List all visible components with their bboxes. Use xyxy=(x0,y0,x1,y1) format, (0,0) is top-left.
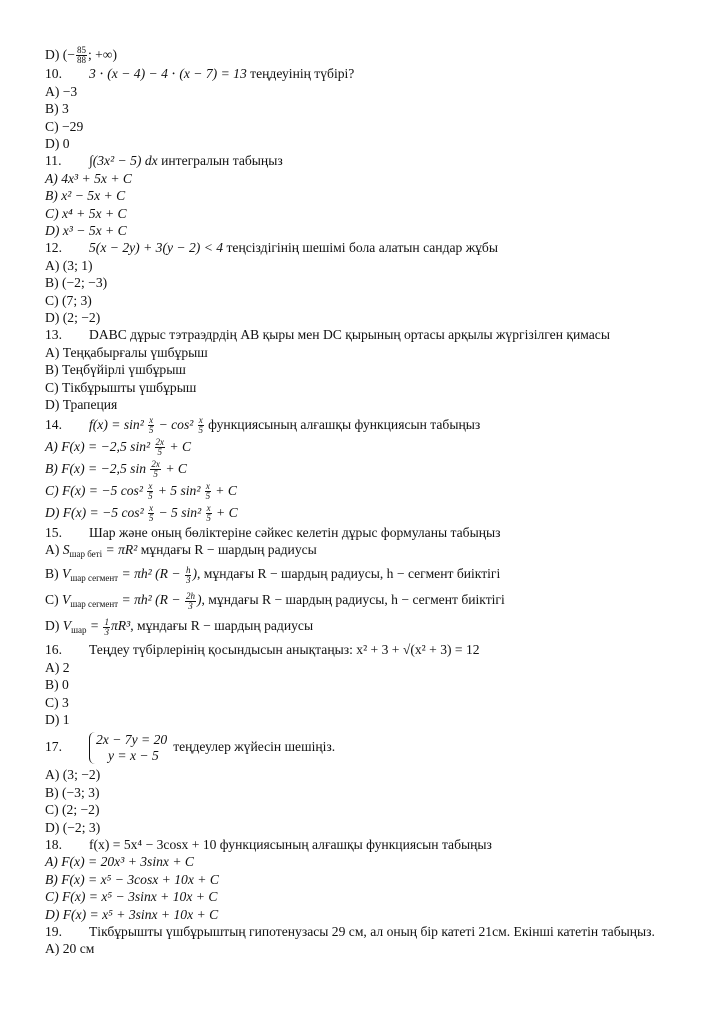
answer-c: C) 3 xyxy=(45,694,69,710)
answer-d: D) 1 xyxy=(45,711,70,727)
answer-a: A) 4x³ + 5x + C xyxy=(45,170,132,186)
answer-a: A) F(x) = −2,5 sin² $\frac{2x}{5}$ + C xyxy=(45,436,192,457)
question-12: 12. 5(x − 2y) + 3(y − 2) < 4 теңсіздігінің шешімі бола алатын сандар жұбы xyxy=(45,240,498,256)
answer-a: A) 20 см xyxy=(45,941,95,957)
question-15: 15. Шар және оның бөліктеріне сәйкес келетін дұрыс формуланы табыңыз xyxy=(45,524,501,540)
answer-b: B) x² − 5x + C xyxy=(45,188,126,204)
answer-b: B) $V_{шар сегмент} = \pi h^2$ (R − $\frac{h}{3}$ ), мұндағы R − шардың радиусы, h − сегмент биіктігі xyxy=(45,564,501,585)
answer-d: D) F(x) = x⁵ + 3sinx + 10x + C xyxy=(45,906,219,922)
answer-b: B) 3 xyxy=(45,101,69,117)
answer-b: B) 0 xyxy=(45,677,69,693)
answer-c: C) (7; 3) xyxy=(45,292,92,308)
question-11: 11. ∫(3x² − 5) dx интегралын табыңыз xyxy=(45,153,283,169)
question-16: 16. Теңдеу түбірлерінің қосындысын анықтаңыз: x² + 3 + √(x² + 3) = 12 xyxy=(45,642,480,658)
answer-b: B) (−3; 3) xyxy=(45,784,100,800)
answer-c: C) x⁴ + 5x + C xyxy=(45,205,127,221)
answer-b: B) F(x) = x⁵ − 3cosx + 10x + C xyxy=(45,871,219,887)
answer-a: A) (3; 1) xyxy=(45,257,93,273)
question-19: 19. Тікбұрышты үшбұрыштың гипотенузасы 29 см, ал оның бір катеті 21см. Екінші катетін табыңыз. xyxy=(45,924,655,939)
answer-b: B) (−2; −3) xyxy=(45,275,108,291)
question-17: 17. 2x − 7y = 20 y = x − 5 теңдеулер жүйесін шешіңіз. xyxy=(45,732,336,764)
answer-c: C) −29 xyxy=(45,118,84,134)
answer-c: C) Тікбұрышты үшбұрыш xyxy=(45,379,197,395)
question-13: 13. DABC дұрыс тэтраэдрдің AB қыры мен DC қырының ортасы арқылы жүргізілген қимасы xyxy=(45,327,610,343)
answer-d: D) Трапеция xyxy=(45,397,118,413)
question-14: 14. f(x) = sin² $\frac{x}{5}$ − cos² $\frac{x}{5}$ функциясының алғашқы функциясын табыңыз xyxy=(45,414,481,435)
answer-d: D) (−2; 3) xyxy=(45,819,101,835)
answer-c: C) F(x) = −5 cos² $\frac{x}{5}$ + 5 sin² $\frac{x}{5}$ + C xyxy=(45,480,237,501)
answer-d: D) (2; −2) xyxy=(45,310,101,326)
answer-d: D) 0 xyxy=(45,136,70,151)
answer-d: D) F(x) = −5 cos² $\frac{x}{5}$ − 5 sin² $\frac{x}{5}$ + C xyxy=(45,502,238,523)
question-10: 10. 3 ⋅ (x − 4) − 4 ⋅ (x − 7) = 13 теңдеуінің түбірі? xyxy=(45,66,355,82)
question-18: 18. f(x) = 5x⁴ − 3cosx + 10 функциясының алғашқы функциясын табыңыз xyxy=(45,836,492,852)
answer-c: C) (2; −2) xyxy=(45,802,100,818)
answer-a: A) Теңқабырғалы үшбұрыш xyxy=(45,344,208,360)
answer-a: A) −3 xyxy=(45,83,78,99)
answer-d-q9: D) (− $\frac{85}{88}$ ; +∞) xyxy=(45,45,117,66)
equation-system: 2x − 7y = 20 y = x − 5 xyxy=(89,732,167,764)
answer-a: A) 2 xyxy=(45,659,70,675)
answer-c: C) F(x) = x⁵ − 3sinx + 10x + C xyxy=(45,889,218,905)
document-page xyxy=(45,46,681,958)
answer-d: D) $V_{шар}$ = $\frac{1}{3}$ πR³, мұндағы R − шардың радиусы xyxy=(45,616,314,637)
answer-b: B) F(x) = −2,5 sin $\frac{2x}{5}$ + C xyxy=(45,458,187,479)
answer-a: A) $S_{шар беті} = \pi R^2$ мұндағы R − шардың радиусы xyxy=(45,541,317,559)
answer-a: A) F(x) = 20x³ + 3sinx + C xyxy=(45,854,194,870)
answer-b: B) Теңбүйірлі үшбұрыш xyxy=(45,362,186,378)
answer-d: D) x³ − 5x + C xyxy=(45,223,127,239)
answer-a: A) (3; −2) xyxy=(45,767,101,783)
answer-c: C) $V_{шар сегмент} = \pi h^2$ (R − $\frac{2h}{3}$ ), мұндағы R − шардың радиусы, h − сегмент биіктігі xyxy=(45,590,505,611)
